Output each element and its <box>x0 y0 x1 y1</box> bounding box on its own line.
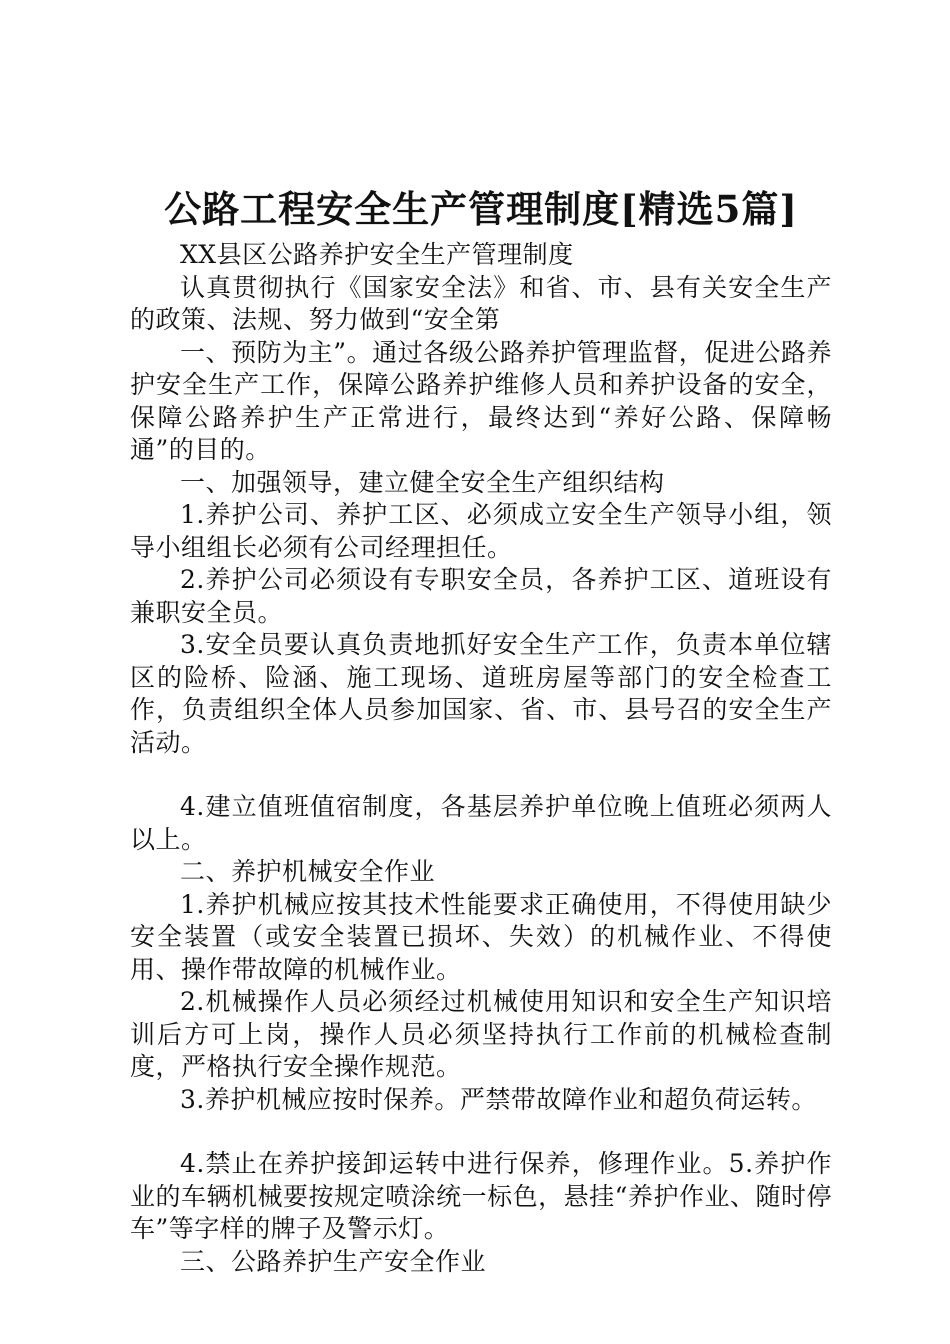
list-item-2-1: 1.养护机械应按其技术性能要求正确使用，不得使用缺少安全装置（或安全装置已损坏、失效）的机械作业、不得使用、操作带故障的机械作业。 <box>130 889 832 984</box>
list-item-2-4: 4.禁止在养护接卸运转中进行保养，修理作业。5.养护作业的车辆机械要按规定喷涂统一标色，悬挂“养护作业、随时停车”等字样的牌子及警示灯。 <box>130 1149 832 1243</box>
document-title: 公路工程安全生产管理制度[精选5篇] <box>164 187 798 231</box>
paragraph-intro-heading: XX县区公路养护安全生产管理制度 <box>180 240 574 269</box>
paragraph-purpose: 一、预防为主”。通过各级公路养护管理监督，促进公路养护安全生产工作，保障公路养护维修人员和养护设备的安全，保障公路养护生产正常进行，最终达到“养好公路、保障畅通”的目的。 <box>130 337 832 464</box>
list-item-1-2: 2.养护公司必须设有专职安全员，各养护工区、道班设有兼职安全员。 <box>130 565 832 627</box>
list-item-1-4: 4.建立值班值宿制度，各基层养护单位晚上值班必须两人以上。 <box>130 792 832 854</box>
section-heading-3: 三、公路养护生产安全作业 <box>180 1246 487 1276</box>
list-item-2-3: 3.养护机械应按时保养。严禁带故障作业和超负荷运转。 <box>180 1084 817 1114</box>
section-heading-1: 一、加强领导，建立健全安全生产组织结构 <box>180 467 665 497</box>
list-item-2-2: 2.机械操作人员必须经过机械使用知识和安全生产知识培训后方可上岗，操作人员必须坚持执行工作前的机械检查制度，严格执行安全操作规范。 <box>130 987 832 1081</box>
list-item-1-3: 3.安全员要认真负责地抓好安全生产工作，负责本单位辖区的险桥、险涵、施工现场、道班房屋等部门的安全检查工作，负责组织全体人员参加国家、省、市、县号召的安全生产活动。 <box>130 630 832 757</box>
list-item-1-1: 1.养护公司、养护工区、必须成立安全生产领导小组，领导小组组长必须有公司经理担任。 <box>130 500 832 562</box>
section-heading-2: 二、养护机械安全作业 <box>180 857 436 886</box>
paragraph-policy: 认真贯彻执行《国家安全法》和省、市、县有关安全生产的政策、法规、努力做到“安全第 <box>130 272 832 334</box>
document-page <box>130 183 832 1278</box>
